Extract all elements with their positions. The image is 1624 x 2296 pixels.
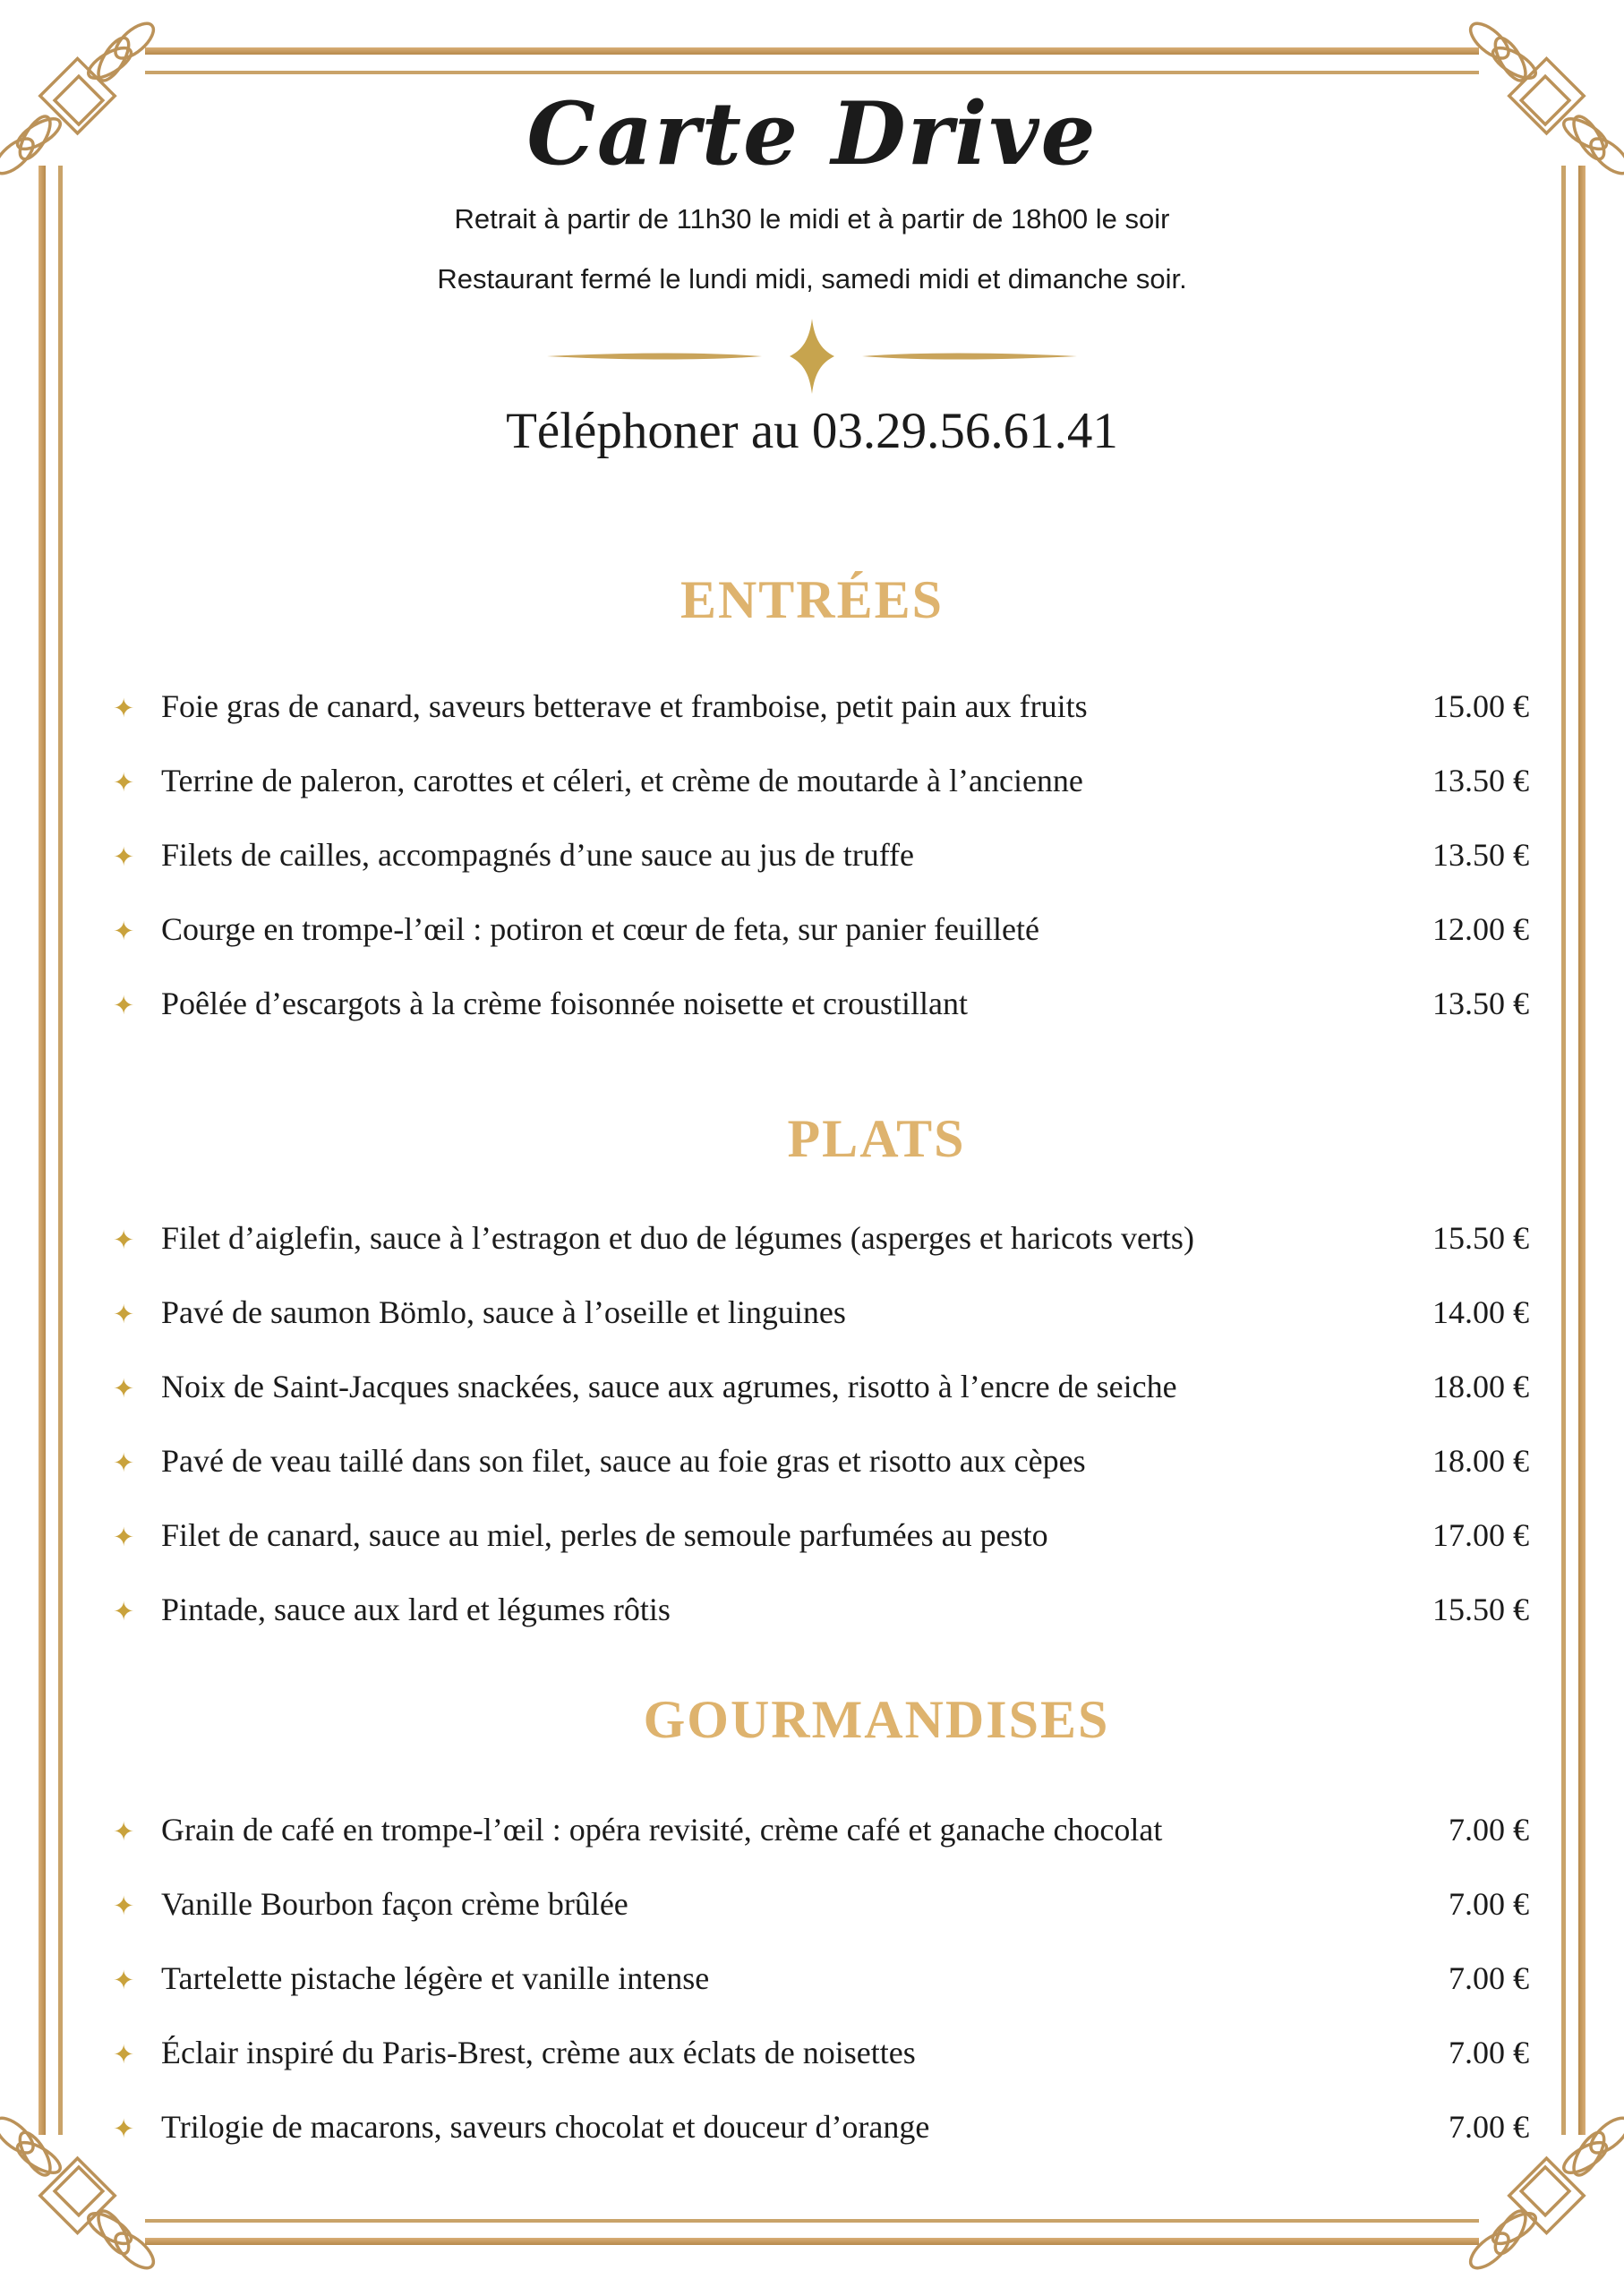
item-price: 7.00 €	[1449, 2108, 1529, 2145]
item-name: Foie gras de canard, saveurs betterave et framboise, petit pain aux fruits	[161, 687, 1088, 724]
item-name: Vanille Bourbon façon crème brûlée	[161, 1885, 628, 1922]
menu-sections	[0, 568, 1624, 2151]
item-name: Filet d’aiglefin, sauce à l’estragon et duo de légumes (asperges et haricots verts)	[161, 1219, 1194, 1256]
item-price: 12.00 €	[1432, 910, 1529, 947]
menu-section-2	[0, 1687, 1624, 2151]
item-price: 18.00 €	[1432, 1368, 1529, 1404]
item-price: 18.00 €	[1432, 1442, 1529, 1479]
item-name: Pavé de saumon Bömlo, sauce à l’oseille et linguines	[161, 1293, 846, 1330]
item-name: Noix de Saint-Jacques snackées, sauce aux agrumes, risotto à l’encre de seiche	[161, 1368, 1177, 1404]
pickup-hours-line: Retrait à partir de 11h30 le midi et à partir de 18h00 le soir	[454, 203, 1170, 235]
phone-line: Téléphoner au 03.29.56.61.41	[506, 403, 1118, 460]
item-name: Poêlée d’escargots à la crème foisonnée noisette et croustillant	[161, 985, 969, 1021]
item-price: 15.00 €	[1432, 687, 1529, 724]
section-heading: GOURMANDISES	[643, 1689, 1110, 1749]
diamond-bullet-icon: ✦	[113, 766, 135, 798]
item-price: 7.00 €	[1449, 1811, 1529, 1848]
menu-item-row	[0, 1290, 1624, 1336]
menu-item-row	[0, 1882, 1624, 1928]
item-name: Pavé de veau taillé dans son filet, sauce au foie gras et risotto aux cèpes	[161, 1442, 1086, 1479]
diamond-bullet-icon: ✦	[113, 1521, 135, 1552]
item-price: 13.50 €	[1432, 836, 1529, 873]
item-price: 7.00 €	[1449, 1885, 1529, 1922]
menu-item-row	[0, 758, 1624, 805]
item-price: 14.00 €	[1432, 1293, 1529, 1330]
divider	[0, 315, 1624, 397]
item-name: Filets de cailles, accompagnés d’une sauce au jus de truffe	[161, 836, 915, 873]
diamond-bullet-icon: ✦	[113, 1815, 135, 1847]
menu-item-row	[0, 832, 1624, 879]
item-name: Courge en trompe-l’œil : potiron et cœur de feta, sur panier feuilleté	[161, 910, 1039, 947]
section-heading: PLATS	[787, 1108, 966, 1168]
item-price: 7.00 €	[1449, 2034, 1529, 2070]
divider-star-icon	[526, 315, 1098, 397]
diamond-bullet-icon: ✦	[113, 1372, 135, 1404]
item-name: Pintade, sauce aux lard et légumes rôtis	[161, 1591, 671, 1627]
diamond-bullet-icon: ✦	[113, 2112, 135, 2144]
item-name: Trilogie de macarons, saveurs chocolat et douceur d’orange	[161, 2108, 930, 2145]
item-price: 17.00 €	[1432, 1516, 1529, 1553]
page-title: Carte Drive	[526, 83, 1098, 184]
item-name: Terrine de paleron, carottes et céleri, et crème de moutarde à l’ancienne	[161, 762, 1083, 798]
item-price: 13.50 €	[1432, 762, 1529, 798]
item-name: Éclair inspiré du Paris-Brest, crème aux éclats de noisettes	[161, 2034, 916, 2070]
menu-section-1	[0, 1106, 1624, 1634]
menu-item-row	[0, 1956, 1624, 2002]
menu-item-row	[0, 1513, 1624, 1559]
diamond-bullet-icon: ✦	[113, 1298, 135, 1329]
item-name: Grain de café en trompe-l’œil : opéra revisité, crème café et ganache chocolat	[161, 1811, 1163, 1848]
menu-item-list	[0, 1807, 1624, 2151]
item-price: 7.00 €	[1449, 1959, 1529, 1996]
menu-item-row	[0, 684, 1624, 730]
diamond-bullet-icon: ✦	[113, 1964, 135, 1995]
diamond-bullet-icon: ✦	[113, 1447, 135, 1478]
menu-item-row	[0, 2030, 1624, 2077]
item-price: 13.50 €	[1432, 985, 1529, 1021]
diamond-bullet-icon: ✦	[113, 1890, 135, 1921]
menu-section-0	[0, 568, 1624, 1028]
diamond-bullet-icon: ✦	[113, 841, 135, 872]
menu-item-row	[0, 1216, 1624, 1262]
diamond-bullet-icon: ✦	[113, 989, 135, 1020]
diamond-bullet-icon: ✦	[113, 2038, 135, 2070]
menu-item-row	[0, 1438, 1624, 1485]
diamond-bullet-icon: ✦	[113, 1595, 135, 1626]
menu-item-row	[0, 907, 1624, 953]
diamond-bullet-icon: ✦	[113, 1224, 135, 1255]
menu-item-row	[0, 2104, 1624, 2151]
item-name: Tartelette pistache légère et vanille intense	[161, 1959, 710, 1996]
item-price: 15.50 €	[1432, 1591, 1529, 1627]
item-name: Filet de canard, sauce au miel, perles de semoule parfumées au pesto	[161, 1516, 1048, 1553]
menu-item-list	[0, 1216, 1624, 1634]
section-heading: ENTRÉES	[680, 569, 944, 629]
menu-item-row	[0, 1364, 1624, 1411]
menu-item-list	[0, 684, 1624, 1028]
menu-item-row	[0, 1587, 1624, 1634]
item-price: 15.50 €	[1432, 1219, 1529, 1256]
closed-days-line: Restaurant fermé le lundi midi, samedi midi et dimanche soir.	[437, 263, 1187, 295]
menu-item-row	[0, 1807, 1624, 1854]
diamond-bullet-icon: ✦	[113, 915, 135, 946]
menu-item-row	[0, 981, 1624, 1028]
diamond-bullet-icon: ✦	[113, 692, 135, 723]
